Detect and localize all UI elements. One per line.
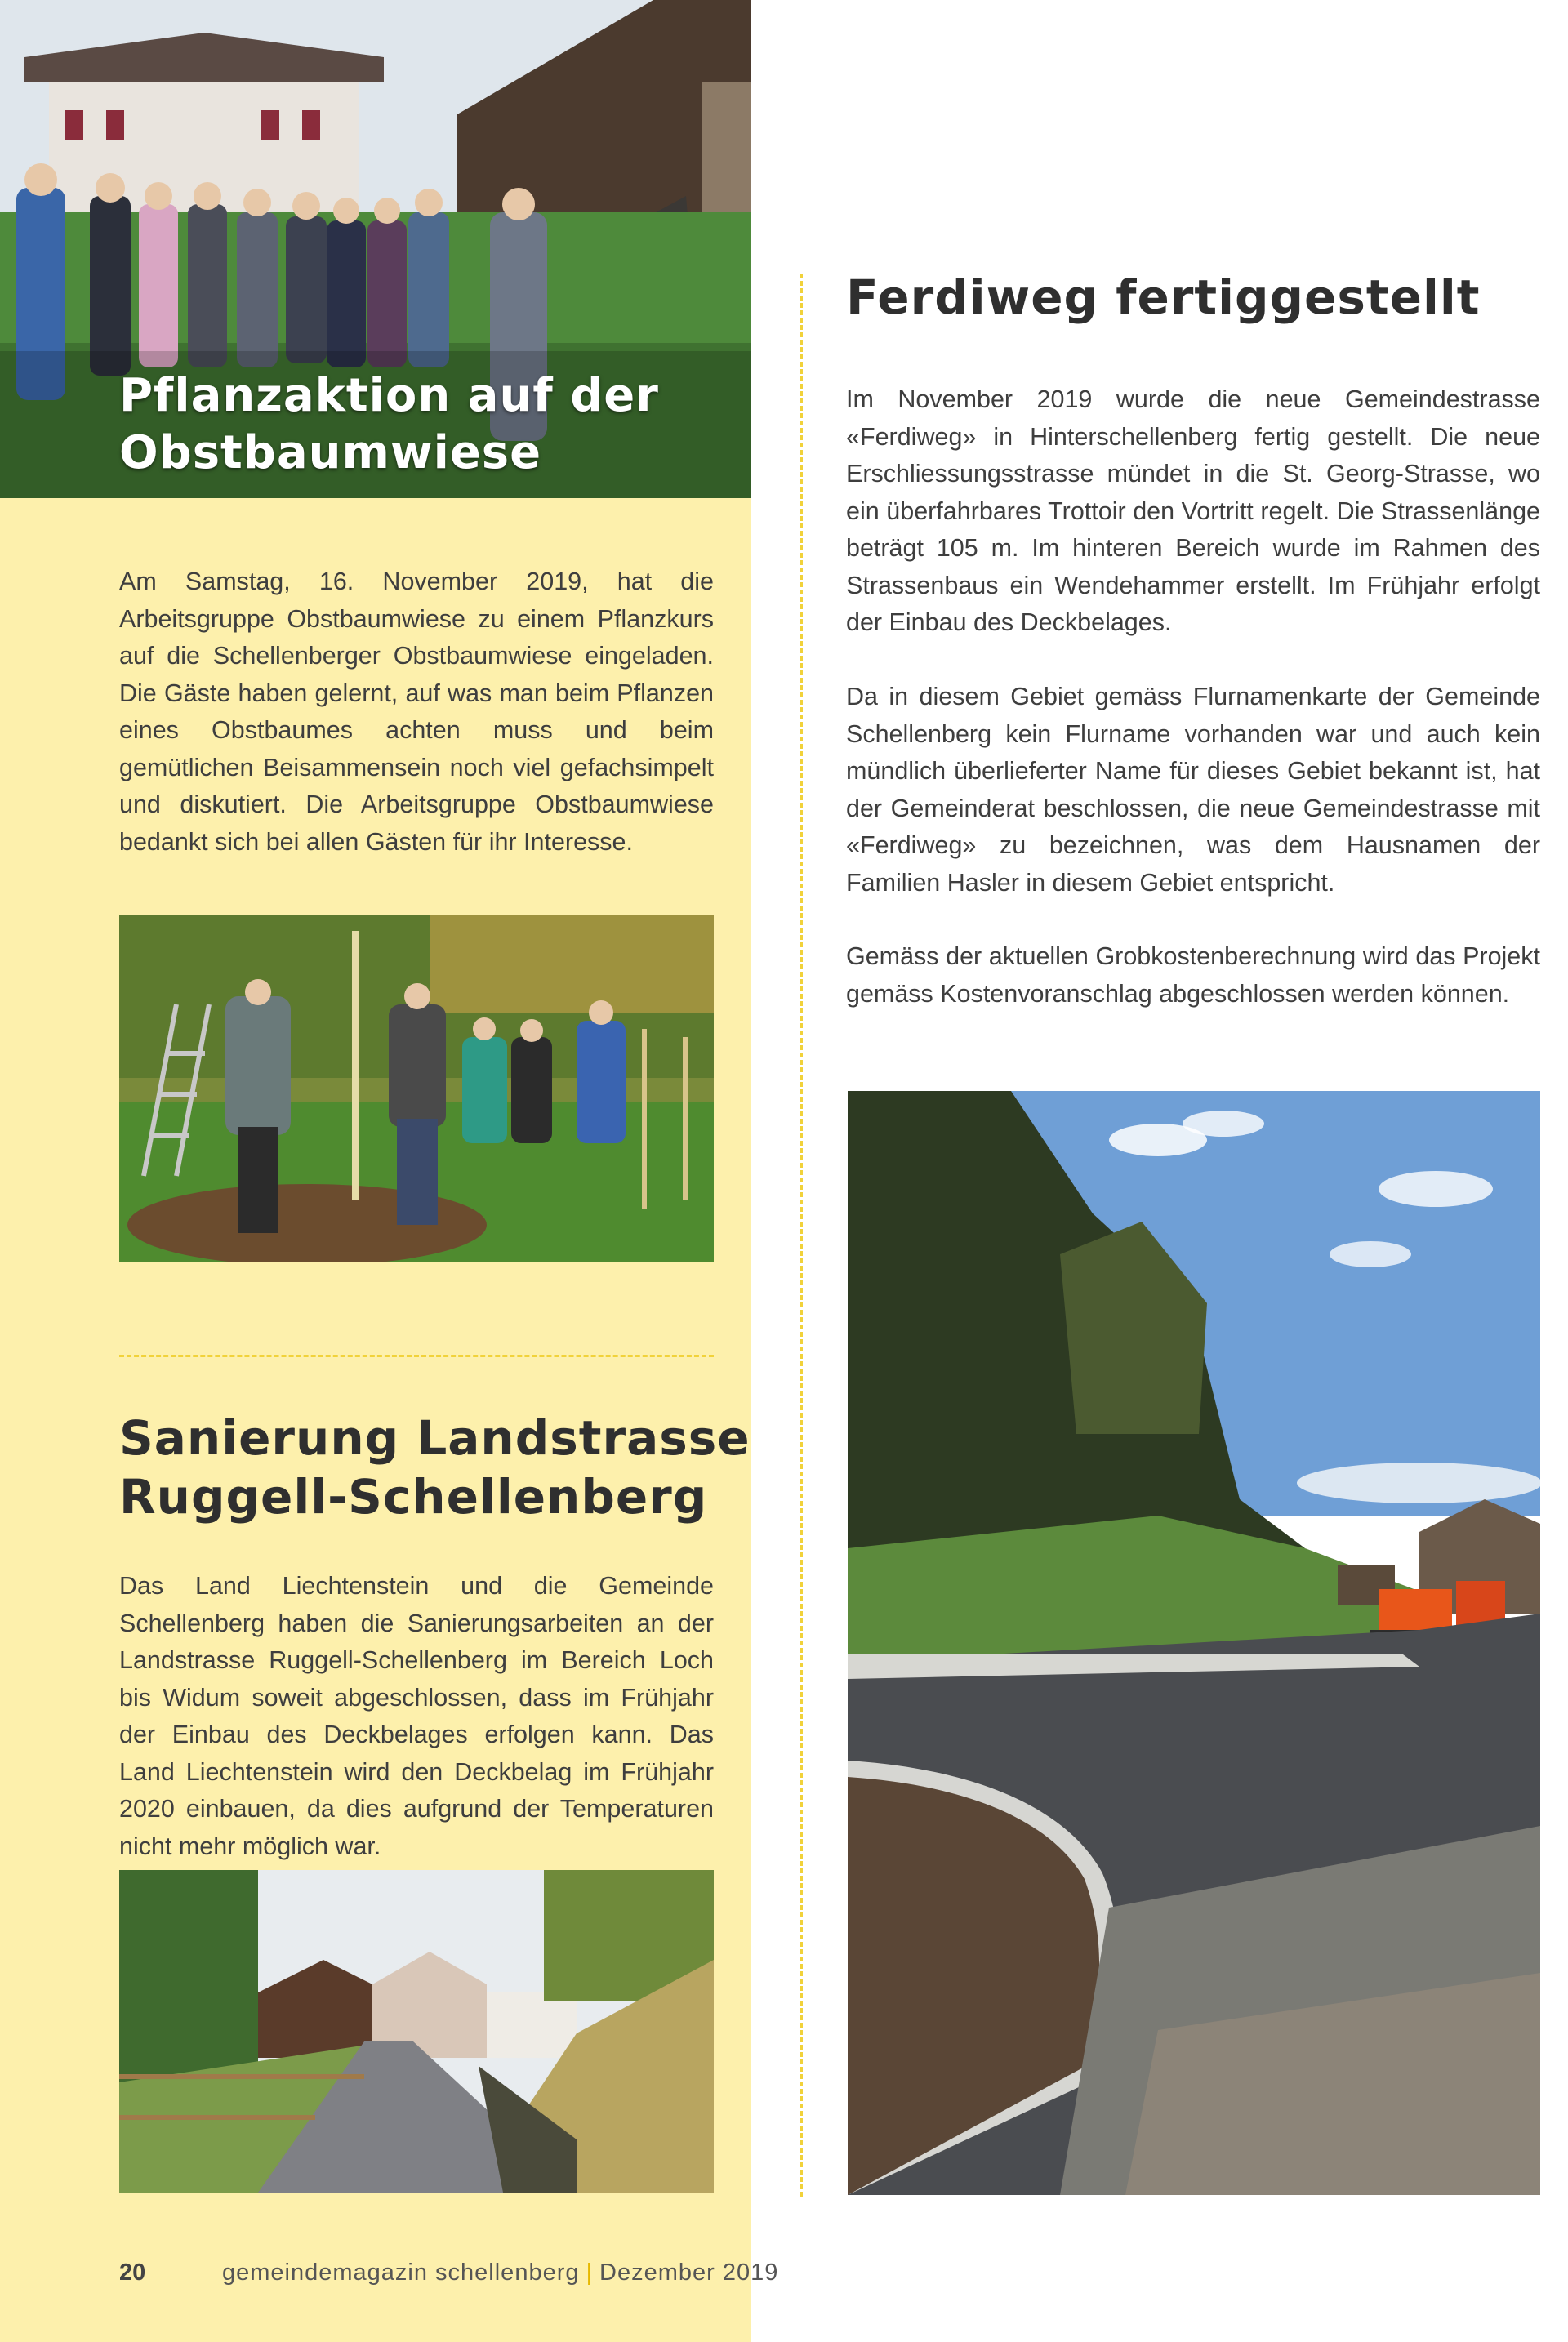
footer-magazine-name: gemeindemagazin schellenberg bbox=[222, 2260, 580, 2286]
sanierung-title-line1: Sanierung Landstrasse bbox=[119, 1410, 751, 1466]
tree-planting-photo bbox=[119, 915, 714, 1262]
pflanzaktion-title bbox=[119, 367, 659, 482]
sanierung-title-line2: Ruggell-Schellenberg bbox=[119, 1469, 708, 1525]
ferdiweg-paragraph-3: Gemäss der aktuellen Grobkostenberechnung wird das Projekt gemäss Kostenvoranschlag abgeschlossen werden können. bbox=[846, 942, 1540, 1008]
sanierung-title bbox=[119, 1409, 751, 1526]
pflanzaktion-title-line1: Pflanzaktion auf der bbox=[119, 369, 659, 422]
pflanzaktion-body: Am Samstag, 16. November 2019, hat die Arbeitsgruppe Obstbaumwiese zu einem Pflanzkurs auf die Schellenberger Obstbaumwiese eingeladen. Die Gäste haben gelernt, auf was man beim Pflanzen eines Obstbaumes achten muss und beim gemütlichen Beisammensein noch viel gefachsimpelt und diskutiert. Die Arbeitsgruppe Obstbaumwiese bedankt sich bei allen Gästen für ihr Interesse. bbox=[119, 568, 714, 856]
ferdiweg-road-photo bbox=[848, 1091, 1540, 2195]
footer-separator: | bbox=[586, 2260, 594, 2286]
landstrasse-road-photo bbox=[119, 1870, 714, 2193]
column-divider bbox=[800, 274, 803, 2197]
ferdiweg-paragraph-1: Im November 2019 wurde die neue Gemeindestrasse «Ferdiweg» in Hinterschellenberg fertig gestellt. Die neue Erschliessungsstrasse mündet in die St. Georg-Strasse, wo ein überfahrbares Trottoir den Vortritt regelt. Die Strassenlänge beträgt 105 m. Im hinteren Bereich wurde im Rahmen des Strassenbaus ein Wendehammer erstellt. Im Frühjahr erfolgt der Einbau des Deckbelages. bbox=[846, 385, 1540, 636]
ferdiweg-title: Ferdiweg fertiggestellt bbox=[846, 269, 1481, 325]
footer-magazine-title bbox=[222, 2260, 778, 2286]
left-section-divider bbox=[119, 1355, 714, 1357]
footer-issue: Dezember 2019 bbox=[599, 2260, 779, 2286]
sanierung-body: Das Land Liechtenstein und die Gemeinde Schellenberg haben die Sanierungsarbeiten an der Landstrasse Ruggell-Schellenberg im Bereich Loch bis Widum soweit abgeschlossen, dass im Frühjahr der Einbau des Deckbelages erfolgen kann. Das Land Liechtenstein wird den Deckbelag im Frühjahr 2020 einbauen, da dies aufgrund der Temperaturen nicht mehr möglich war. bbox=[119, 1572, 714, 1860]
page-number: 20 bbox=[119, 2260, 146, 2286]
pflanzaktion-title-line2: Obstbaumwiese bbox=[119, 426, 542, 479]
ferdiweg-paragraph-2: Da in diesem Gebiet gemäss Flurnamenkarte der Gemeinde Schellenberg kein Flurname vorhanden war und auch kein mündlich überlieferter Name für dieses Gebiet bekannt ist, hat der Gemeinderat beschlossen, die neue Gemeindestrasse mit «Ferdiweg» zu bezeichnen, was dem Hausnamen der Familien Hasler in diesem Gebiet entspricht. bbox=[846, 683, 1540, 897]
